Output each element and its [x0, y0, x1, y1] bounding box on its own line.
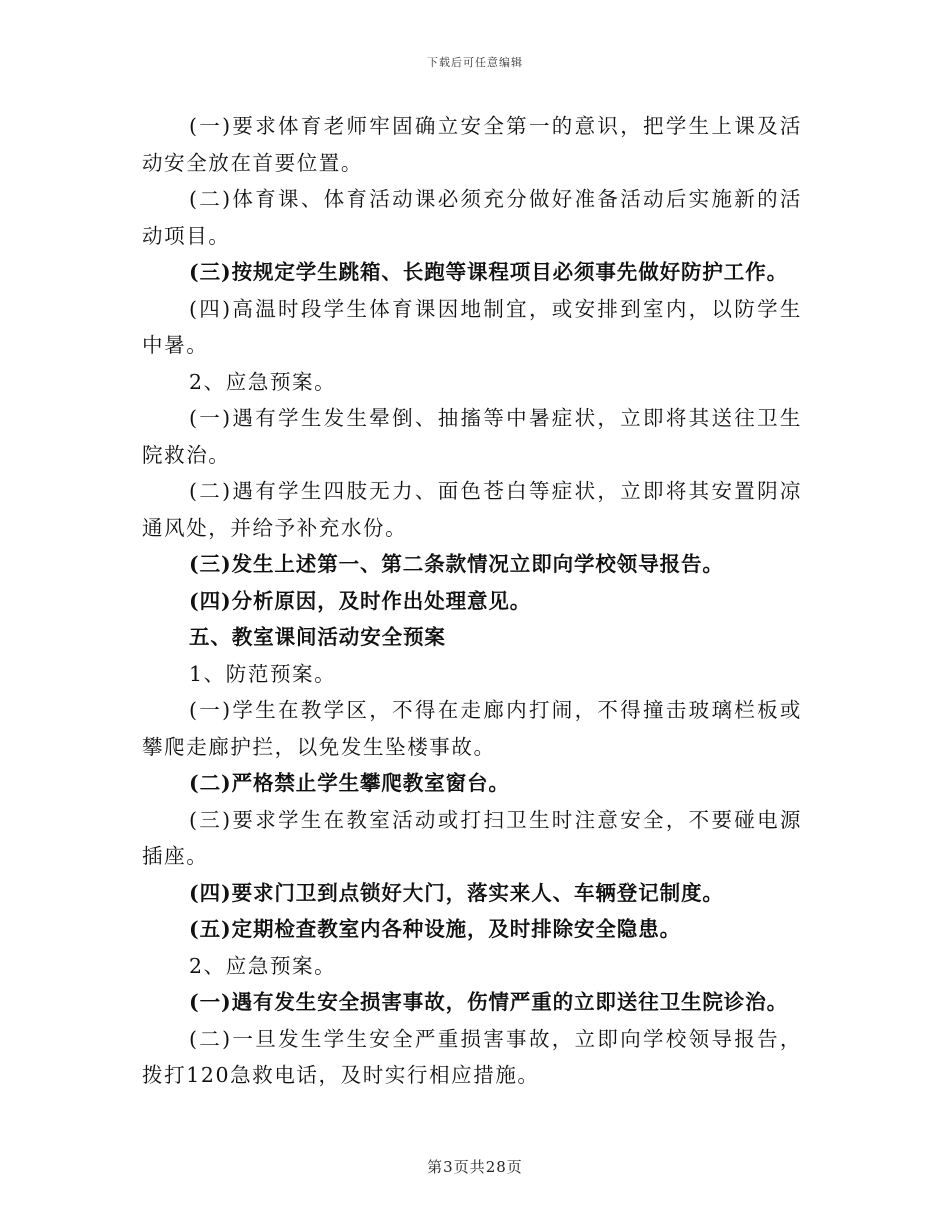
- paragraph: (二)一旦发生学生安全严重损害事故，立即向学校领导报告，拨打120急救电话，及时实行相应措施。: [142, 1026, 802, 1087]
- paragraph-bold: (四)分析原因，及时作出处理意见。: [189, 588, 532, 613]
- paragraph-bold: (五)定期检查教室内各种设施，及时排除安全隐患。: [189, 917, 681, 941]
- paragraph: (二)体育课、体育活动课必须充分做好准备活动后实施新的活动项目。: [142, 187, 802, 248]
- paragraph: (一)要求体育老师牢固确立安全第一的意识，把学生上课及活动安全放在首要位置。: [142, 114, 802, 175]
- document-body: [142, 108, 802, 1094]
- paragraph-bold: (三)按规定学生跳箱、长跑等课程项目必须事先做好防护工作。: [189, 260, 788, 284]
- section-heading: 五、教室课间活动安全预案: [189, 625, 446, 649]
- paragraph: (二)遇有学生四肢无力、面色苍白等症状，立即将其安置阴凉通风处，并给予补充水份。: [142, 479, 802, 540]
- subsection-heading: 2、应急预案。: [189, 953, 337, 978]
- paragraph-bold: (一)遇有发生安全损害事故，伤情严重的立即送往卫生院诊治。: [189, 990, 788, 1014]
- paragraph-bold: (二)严格禁止学生攀爬教室窗台。: [189, 771, 510, 795]
- subsection-heading: 1、防范预案。: [189, 661, 337, 686]
- subsection-heading: 2、应急预案。: [189, 369, 337, 394]
- page-footer: 第3页共28页: [427, 1158, 523, 1176]
- paragraph-bold: (三)发生上述第一、第二条款情况立即向学校领导报告。: [189, 552, 724, 576]
- paragraph-bold: (四)要求门卫到点锁好大门，落实来人、车辆登记制度。: [189, 880, 724, 905]
- paragraph: (一)遇有学生发生晕倒、抽搐等中暑症状，立即将其送往卫生院救治。: [142, 406, 802, 467]
- paragraph: (三)要求学生在教室活动或打扫卫生时注意安全，不要碰电源插座。: [142, 807, 802, 868]
- paragraph: (一)学生在教学区，不得在走廊内打闹，不得撞击玻璃栏板或攀爬走廊护拦，以免发生坠楼事故。: [142, 698, 802, 759]
- page-header: 下载后可任意编辑: [427, 56, 523, 69]
- paragraph: (四)高温时段学生体育课因地制宜，或安排到室内，以防学生中暑。: [142, 296, 802, 357]
